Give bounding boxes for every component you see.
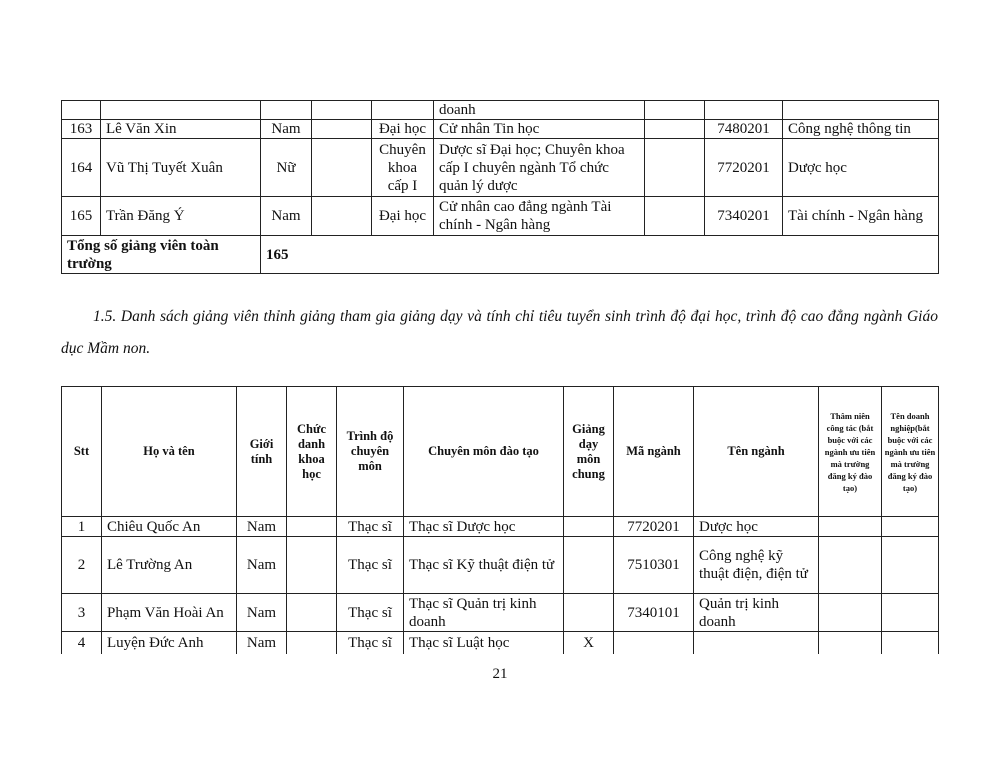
seniority-cell [819,632,882,654]
specialty-cell: Thạc sĩ Dược học [404,517,564,537]
gender-cell: Nam [237,632,287,654]
header-major-name: Tên ngành [694,387,819,517]
major-name-cell: Công nghệ thông tin [783,120,939,139]
major-name-cell: Quản trị kinh doanh [694,594,819,632]
title-cell [287,537,337,594]
header-row [62,387,939,517]
general-cell [645,197,705,236]
level-cell: Đại học [372,197,434,236]
specialty-cell: doanh [434,101,645,120]
name-cell: Trần Đăng Ý [101,197,261,236]
table-row [62,197,939,236]
total-label: Tổng số giảng viên toàn trường [62,236,261,274]
header-major-code: Mã ngành [614,387,694,517]
general-cell [564,594,614,632]
header-enterprise: Tên doanh nghiệp(bắt buộc với các ngành ưu tiên mà trường đăng ký đào tạo) [882,387,939,517]
level-cell: Thạc sĩ [337,594,404,632]
header-name: Họ và tên [102,387,237,517]
name-cell [101,101,261,120]
major-name-cell: Công nghệ kỹ thuật điện, điện tử [694,537,819,594]
enterprise-cell [882,537,939,594]
major-code-cell: 7720201 [705,139,783,197]
general-cell [645,101,705,120]
major-code-cell: 7510301 [614,537,694,594]
table-row [62,139,939,197]
major-name-cell: Tài chính - Ngân hàng [783,197,939,236]
major-code-cell: 7720201 [614,517,694,537]
major-name-cell [694,632,819,654]
header-gender: Giới tính [237,387,287,517]
gender-cell: Nam [237,517,287,537]
level-cell: Thạc sĩ [337,632,404,654]
general-cell [564,517,614,537]
gender-cell: Nam [237,537,287,594]
title-cell [287,632,337,654]
gender-cell: Nam [261,120,312,139]
total-row [62,236,939,274]
level-cell: Thạc sĩ [337,517,404,537]
gender-cell: Nam [261,197,312,236]
title-cell [312,120,372,139]
level-cell: Chuyên khoa cấp I [372,139,434,197]
general-cell [564,537,614,594]
table-row [62,517,939,537]
name-cell: Luyện Đức Anh [102,632,237,654]
enterprise-cell [882,517,939,537]
major-name-cell: Dược học [694,517,819,537]
general-cell: X [564,632,614,654]
specialty-cell: Thạc sĩ Kỹ thuật điện tử [404,537,564,594]
stt-cell: 3 [62,594,102,632]
stt-cell: 4 [62,632,102,654]
gender-cell: Nữ [261,139,312,197]
level-cell: Đại học [372,120,434,139]
specialty-cell: Dược sĩ Đại học; Chuyên khoa cấp I chuyên ngành Tổ chức quản lý dược [434,139,645,197]
seniority-cell [819,517,882,537]
header-seniority: Thâm niên công tác (bắt buộc với các ngành ưu tiên mà trường đăng ký đào tạo) [819,387,882,517]
stt-cell: 164 [62,139,101,197]
name-cell: Lê Trường An [102,537,237,594]
table-row [62,537,939,594]
major-code-cell: 7340101 [614,594,694,632]
major-name-cell [783,101,939,120]
general-cell [645,139,705,197]
seniority-cell [819,537,882,594]
major-code-cell: 7340201 [705,197,783,236]
lecturer-table-continued [61,100,939,274]
general-cell [645,120,705,139]
title-cell [312,197,372,236]
stt-cell [62,101,101,120]
header-level: Trình độ chuyên môn [337,387,404,517]
header-stt: Stt [62,387,102,517]
title-cell [287,517,337,537]
total-value: 165 [261,236,939,274]
table-row [62,632,939,654]
table-row [62,101,939,120]
header-specialty: Chuyên môn đào tạo [404,387,564,517]
major-name-cell: Dược học [783,139,939,197]
specialty-cell: Cử nhân cao đẳng ngành Tài chính - Ngân hàng [434,197,645,236]
seniority-cell [819,594,882,632]
specialty-cell: Thạc sĩ Quản trị kinh doanh [404,594,564,632]
header-title: Chức danh khoa học [287,387,337,517]
visiting-lecturer-table [61,386,939,654]
name-cell: Phạm Văn Hoài An [102,594,237,632]
page-number: 21 [492,666,508,682]
level-cell: Thạc sĩ [337,537,404,594]
specialty-cell: Cử nhân Tin học [434,120,645,139]
level-cell [372,101,434,120]
enterprise-cell [882,594,939,632]
title-cell [312,139,372,197]
name-cell: Vũ Thị Tuyết Xuân [101,139,261,197]
header-general: Giảng dạy môn chung [564,387,614,517]
enterprise-cell [882,632,939,654]
stt-cell: 163 [62,120,101,139]
stt-cell: 1 [62,517,102,537]
stt-cell: 165 [62,197,101,236]
title-cell [312,101,372,120]
gender-cell [261,101,312,120]
name-cell: Lê Văn Xin [101,120,261,139]
section-heading: 1.5. Danh sách giảng viên thỉnh giảng tham gia giảng dạy và tính chỉ tiêu tuyển sinh trình độ đại học, trình độ cao đẳng ngành Giáo dục Mầm non. [61,308,938,357]
name-cell: Chiêu Quốc An [102,517,237,537]
major-code-cell [614,632,694,654]
major-code-cell [705,101,783,120]
stt-cell: 2 [62,537,102,594]
title-cell [287,594,337,632]
table-row [62,120,939,139]
gender-cell: Nam [237,594,287,632]
major-code-cell: 7480201 [705,120,783,139]
specialty-cell: Thạc sĩ Luật học [404,632,564,654]
table-row [62,594,939,632]
